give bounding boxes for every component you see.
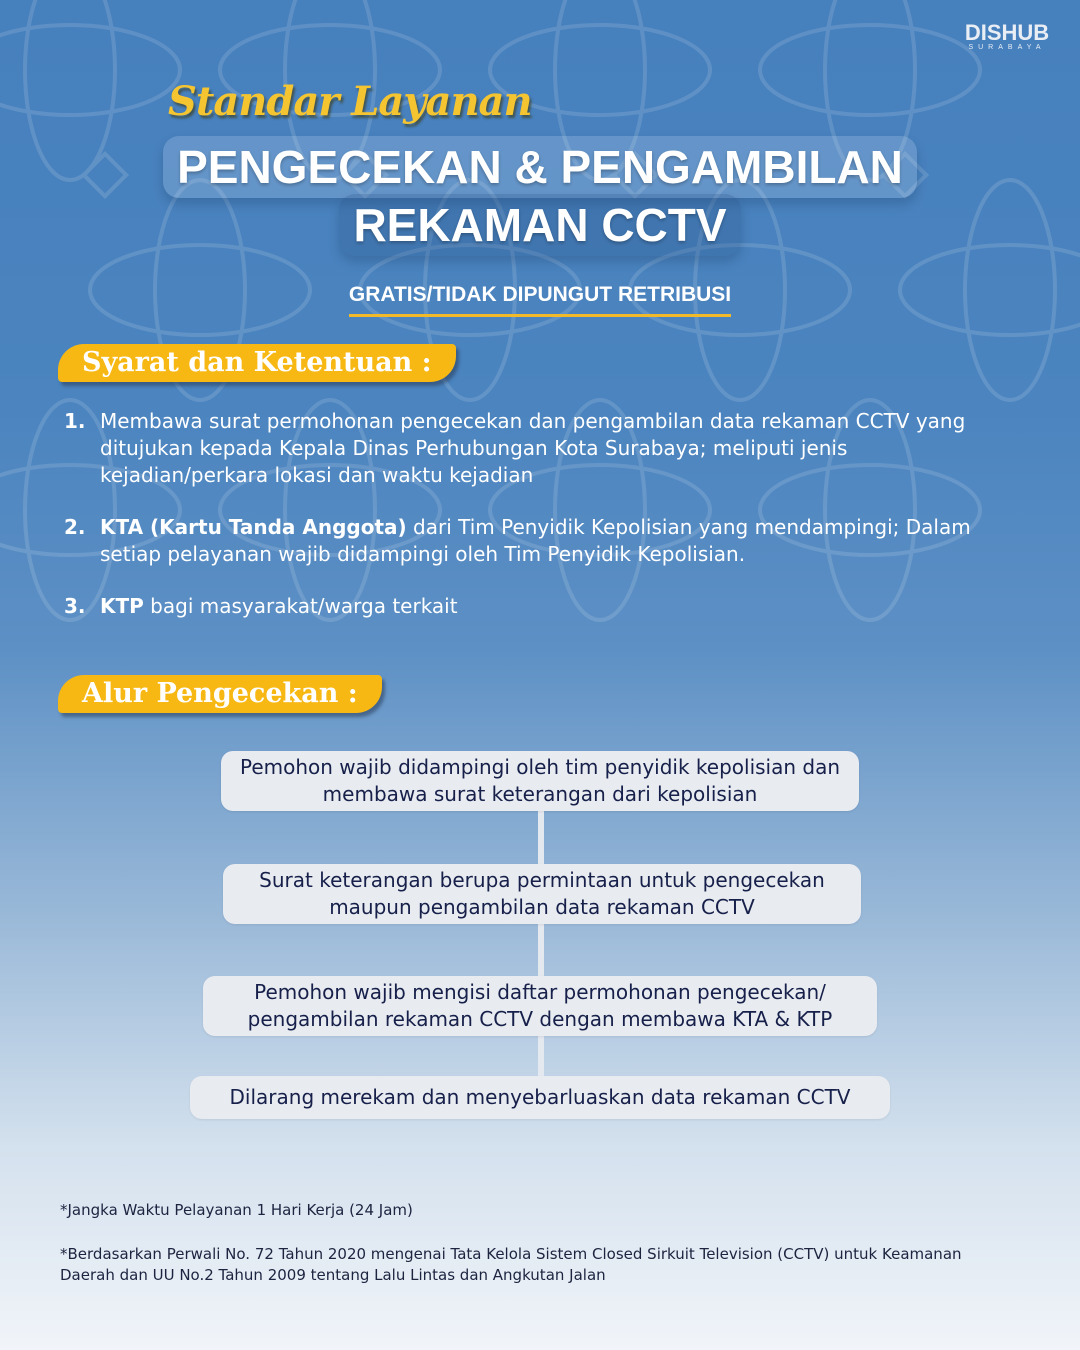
requirements-heading: Syarat dan Ketentuan :	[58, 344, 456, 382]
item-number: 3.	[64, 594, 86, 618]
logo-name: DISHUB	[964, 20, 1050, 45]
script-title: Standar Layanan	[168, 78, 532, 125]
requirement-item	[64, 593, 984, 620]
title-text-1: PENGECEKAN & PENGAMBILAN	[163, 136, 917, 198]
item-text: bagi masyarakat/warga terkait	[143, 594, 458, 618]
requirement-item	[64, 514, 984, 568]
flow-step-3: Pemohon wajib mengisi daftar permohonan pengecekan/ pengambilan rekaman CCTV dengan membawa KTA & KTP	[203, 976, 877, 1036]
free-of-charge-text: GRATIS/TIDAK DIPUNGUT RETRIBUSI	[349, 283, 731, 317]
item-text: dari Tim Penyidik Kepolisian yang mendampingi; Dalam setiap pelayanan wajib didampingi oleh Tim Penyidik Kepolisian.	[100, 515, 971, 566]
flow-step-1: Pemohon wajib didampingi oleh tim penyidik kepolisian dan membawa surat keterangan dari kepolisian	[221, 751, 859, 811]
flow-heading: Alur Pengecekan :	[58, 675, 382, 713]
item-bold: KTP	[100, 594, 144, 618]
item-number: 1.	[64, 409, 86, 433]
free-of-charge-banner	[0, 283, 1080, 317]
flow-step-2: Surat keterangan berupa permintaan untuk pengecekan maupun pengambilan data rekaman CCTV	[223, 864, 861, 924]
footnote-legal-basis: *Berdasarkan Perwali No. 72 Tahun 2020 mengenai Tata Kelola Sistem Closed Sirkuit Television (CCTV) untuk Keamanan Daerah dan UU No.2 Tahun 2009 tentang Lalu Lintas dan Angkutan Jalan	[60, 1245, 962, 1284]
dishub-logo	[962, 20, 1052, 51]
item-bold: KTA (Kartu Tanda Anggota)	[100, 515, 407, 539]
footnote-service-time: *Jangka Waktu Pelayanan 1 Hari Kerja (24 Jam)	[60, 1201, 413, 1219]
flow-step-4: Dilarang merekam dan menyebarluaskan data rekaman CCTV	[190, 1076, 890, 1119]
title-text-2: REKAMAN CCTV	[339, 194, 740, 256]
item-text: Membawa surat permohonan pengecekan dan pengambilan data rekaman CCTV yang ditujukan kepada Kepala Dinas Perhubungan Kota Surabaya; meliputi jenis kejadian/perkara lokasi dan waktu kejadian	[100, 409, 966, 487]
flow-connector-line	[538, 808, 544, 1088]
item-number: 2.	[64, 515, 86, 539]
page-title-line-1	[0, 136, 1080, 198]
page-title-line-2	[0, 194, 1080, 256]
logo-city: SURABAYA	[968, 44, 1046, 51]
requirement-item	[64, 408, 984, 489]
